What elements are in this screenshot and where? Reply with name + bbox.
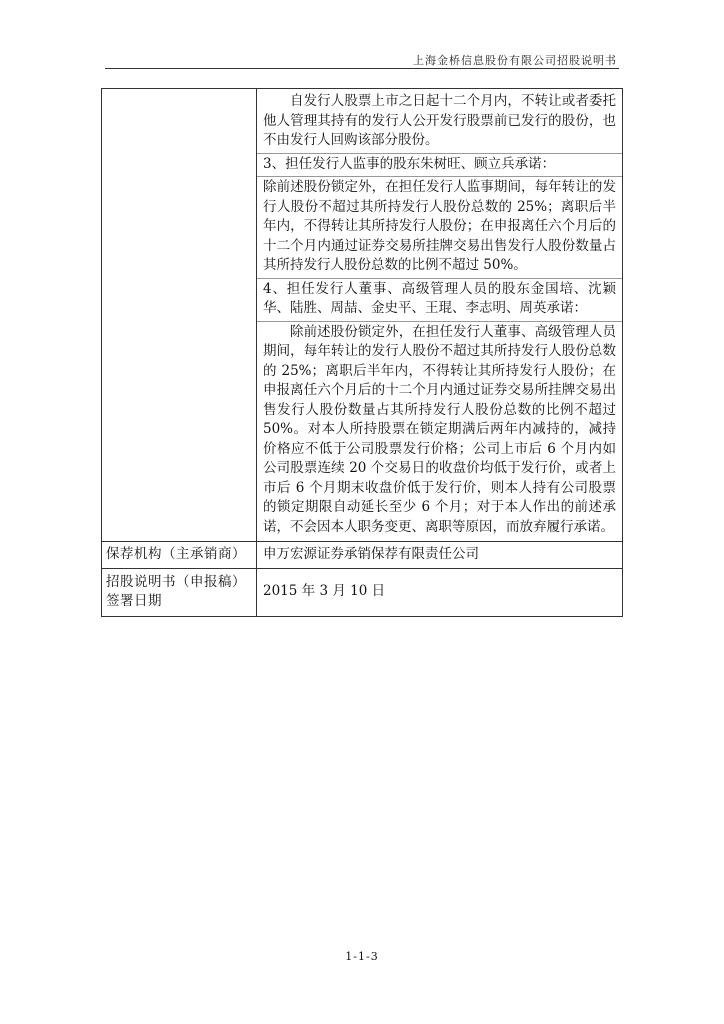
promise-heading: 3、担任发行人监事的股东朱树旺、顾立兵承诺： (257, 153, 622, 178)
table-row-promises (102, 89, 623, 542)
document-header-title: 上海金桥信息股份有限公司招股说明书 (413, 54, 617, 67)
promise-content-cell (257, 89, 623, 542)
header-rule (105, 68, 619, 69)
promise-paragraph: 除前述股份锁定外，在担任发行人董事、高级管理人员期间，每年转让的发行人股份不超过其所持发行人股份总数的 25%；离职后半年内，不得转让其所持发行人股份；在申报离任六个月后的十二个月内通过证券交易所挂牌交易出售发行人股份数量占其所持发行人股份总数的比例不超过 50%。对本人所持股票在锁定期满后两年内减持的，减持价格应不低于公司股票发行价格；公司上市后 6 个月内如公司股票连续 20 个交易日的收盘价均低于发行价，或者上市后 6 个月期末收盘价低于发行价，则本人持有公司股票的锁定期限自动延长至少 6 个月；对于本人作出的前述承诺，不会因本人职务变更、离职等原因，而放弃履行承诺。 (263, 323, 616, 535)
prospectus-table (101, 88, 623, 617)
table-row-sign-date (102, 568, 623, 616)
promise-label-cell (102, 89, 257, 542)
promise-paragraph: 自发行人股票上市之日起十二个月内，不转让或者委托他人管理其持有的发行人公开发行股票前已发行的股份，也不由发行人回购该部分股份。 (263, 93, 616, 148)
promise-paragraph: 除前述股份锁定外，在担任发行人监事期间，每年转让的发行人股份不超过其所持发行人股份总数的 25%；离职后半年内，不得转让其所持发行人股份；在申报离任六个月后的十二个月内通过证券交易所挂牌交易出售发行人股份数量占其所持发行人股份总数的比例不超过 50%。 (257, 177, 622, 279)
sponsor-value: 申万宏源证券承销保荐有限责任公司 (257, 542, 623, 569)
table-row-sponsor (102, 542, 623, 569)
page-number: 1-1-3 (345, 950, 379, 963)
sign-date-value: 2015 年 3 月 10 日 (257, 568, 623, 616)
sign-date-label: 招股说明书（申报稿）签署日期 (102, 568, 257, 616)
sponsor-label: 保荐机构（主承销商） (102, 542, 257, 569)
promise-heading: 4、担任发行人董事、高级管理人员的股东金国培、沈颖华、陆胜、周喆、金史平、王琨、李志明、周英承诺： (257, 279, 622, 322)
